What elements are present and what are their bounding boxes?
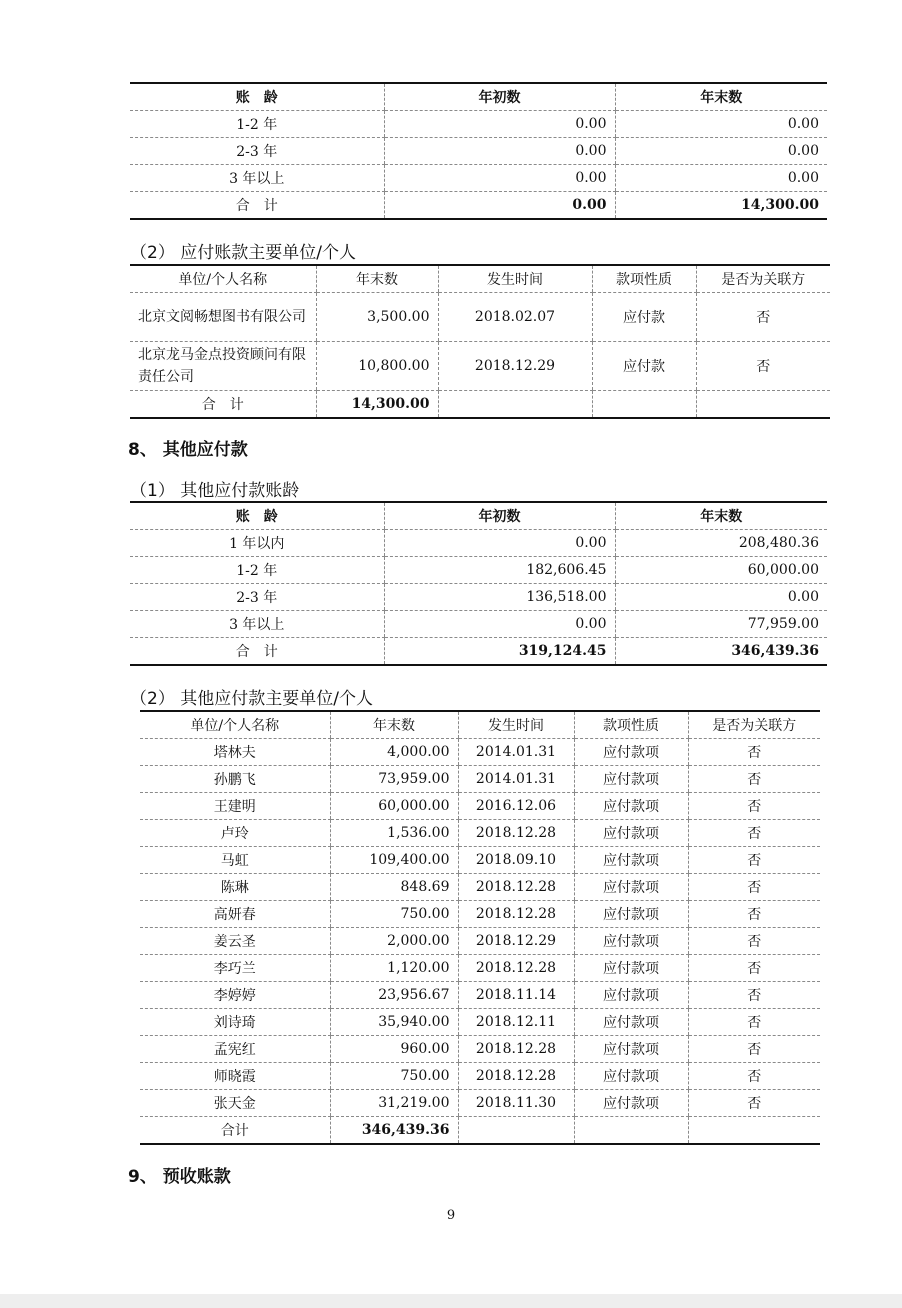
closing-cell: 77,959.00	[615, 611, 827, 638]
related-party-cell: 否	[688, 766, 820, 793]
aging-cell: 1 年以内	[130, 530, 384, 557]
total-label: 合 计	[130, 192, 384, 220]
table-row	[140, 874, 820, 901]
total-amount: 346,439.36	[330, 1117, 458, 1145]
opening-cell: 0.00	[384, 530, 615, 557]
table-row	[130, 584, 827, 611]
amount-cell: 750.00	[330, 901, 458, 928]
date-cell: 2018.12.11	[458, 1009, 574, 1036]
party-name-cell: 刘诗琦	[140, 1009, 330, 1036]
table-row	[140, 1090, 820, 1117]
header-cell: 年末数	[330, 711, 458, 739]
related-party-cell: 否	[688, 901, 820, 928]
header-cell: 发生时间	[458, 711, 574, 739]
amount-cell: 35,940.00	[330, 1009, 458, 1036]
related-party-cell: 否	[688, 793, 820, 820]
nature-cell: 应付款项	[574, 982, 688, 1009]
page-number: 9	[446, 1208, 456, 1223]
party-name-cell: 北京龙马金点投资顾问有限责任公司	[130, 342, 316, 391]
party-name-cell: 陈琳	[140, 874, 330, 901]
total-row	[130, 391, 830, 419]
amount-cell: 4,000.00	[330, 739, 458, 766]
header-cell: 单位/个人名称	[130, 265, 316, 293]
date-cell: 2018.12.28	[458, 820, 574, 847]
header-cell: 款项性质	[592, 265, 696, 293]
party-name-cell: 孟宪红	[140, 1036, 330, 1063]
payables-main-parties-table	[130, 264, 830, 419]
date-cell: 2018.11.30	[458, 1090, 574, 1117]
party-name-cell: 李婷婷	[140, 982, 330, 1009]
date-cell: 2018.12.28	[458, 901, 574, 928]
empty-cell	[438, 391, 592, 419]
section-8-2-title: （2） 其他应付款主要单位/个人	[130, 689, 373, 709]
section-2-payables-title: （2） 应付账款主要单位/个人	[130, 243, 356, 263]
related-party-cell: 否	[688, 739, 820, 766]
related-party-cell: 否	[688, 1036, 820, 1063]
total-label: 合 计	[130, 638, 384, 666]
header-cell: 是否为关联方	[688, 711, 820, 739]
amount-cell: 1,536.00	[330, 820, 458, 847]
table-row	[140, 766, 820, 793]
section-9-title: 9、 预收账款	[128, 1167, 231, 1187]
section-8-title: 8、 其他应付款	[128, 440, 248, 460]
empty-cell	[592, 391, 696, 419]
nature-cell: 应付款项	[574, 928, 688, 955]
table-header-row	[130, 502, 827, 530]
table-row	[140, 1036, 820, 1063]
nature-cell: 应付款	[592, 342, 696, 391]
total-amount: 14,300.00	[316, 391, 438, 419]
party-name-cell: 李巧兰	[140, 955, 330, 982]
nature-cell: 应付款项	[574, 874, 688, 901]
aging-cell: 2-3 年	[130, 138, 384, 165]
amount-cell: 1,120.00	[330, 955, 458, 982]
date-cell: 2018.12.29	[458, 928, 574, 955]
date-cell: 2018.12.28	[458, 874, 574, 901]
table-row	[140, 739, 820, 766]
total-row	[140, 1117, 820, 1145]
amount-cell: 2,000.00	[330, 928, 458, 955]
header-cell: 发生时间	[438, 265, 592, 293]
total-opening: 319,124.45	[384, 638, 615, 666]
header-cell: 年末数	[316, 265, 438, 293]
party-name-cell: 孙鹏飞	[140, 766, 330, 793]
nature-cell: 应付款项	[574, 1036, 688, 1063]
party-name-cell: 姜云圣	[140, 928, 330, 955]
table-row	[140, 982, 820, 1009]
related-party-cell: 否	[688, 955, 820, 982]
table-row	[130, 530, 827, 557]
date-cell: 2018.11.14	[458, 982, 574, 1009]
date-cell: 2014.01.31	[458, 739, 574, 766]
nature-cell: 应付款项	[574, 1009, 688, 1036]
related-party-cell: 否	[688, 1063, 820, 1090]
related-party-cell: 否	[688, 1090, 820, 1117]
party-name-cell: 高妍春	[140, 901, 330, 928]
other-payables-aging-table	[130, 501, 827, 666]
total-label: 合 计	[130, 391, 316, 419]
total-row	[130, 192, 827, 220]
opening-cell: 136,518.00	[384, 584, 615, 611]
closing-cell: 60,000.00	[615, 557, 827, 584]
header-cell: 年初数	[384, 83, 615, 111]
amount-cell: 109,400.00	[330, 847, 458, 874]
aging-cell: 3 年以上	[130, 611, 384, 638]
aging-cell: 1-2 年	[130, 557, 384, 584]
related-party-cell: 否	[688, 928, 820, 955]
amount-cell: 750.00	[330, 1063, 458, 1090]
table-header-row	[130, 83, 827, 111]
date-cell: 2014.01.31	[458, 766, 574, 793]
nature-cell: 应付款项	[574, 1090, 688, 1117]
table-row	[140, 955, 820, 982]
section-8-1-title: （1） 其他应付款账龄	[130, 481, 300, 501]
header-cell: 年末数	[615, 502, 827, 530]
amount-cell: 60,000.00	[330, 793, 458, 820]
table-row	[140, 820, 820, 847]
header-cell: 是否为关联方	[696, 265, 830, 293]
related-party-cell: 否	[696, 293, 830, 342]
related-party-cell: 否	[688, 1009, 820, 1036]
date-cell: 2018.02.07	[438, 293, 592, 342]
table-row	[130, 611, 827, 638]
party-name-cell: 师晓霞	[140, 1063, 330, 1090]
opening-cell: 0.00	[384, 611, 615, 638]
date-cell: 2018.12.28	[458, 1036, 574, 1063]
closing-cell: 0.00	[615, 138, 827, 165]
date-cell: 2018.09.10	[458, 847, 574, 874]
total-opening: 0.00	[384, 192, 615, 220]
party-name-cell: 塔林夫	[140, 739, 330, 766]
nature-cell: 应付款项	[574, 820, 688, 847]
amount-cell: 10,800.00	[316, 342, 438, 391]
related-party-cell: 否	[688, 820, 820, 847]
other-payables-main-parties-table	[140, 710, 820, 1145]
table-row	[130, 165, 827, 192]
empty-cell	[688, 1117, 820, 1145]
nature-cell: 应付款项	[574, 1063, 688, 1090]
opening-cell: 182,606.45	[384, 557, 615, 584]
table-row	[130, 342, 830, 391]
total-row	[130, 638, 827, 666]
table-row	[130, 111, 827, 138]
viewer-bottom-bar	[0, 1294, 902, 1308]
nature-cell: 应付款项	[574, 766, 688, 793]
nature-cell: 应付款	[592, 293, 696, 342]
empty-cell	[574, 1117, 688, 1145]
closing-cell: 0.00	[615, 584, 827, 611]
table-row	[140, 901, 820, 928]
total-closing: 14,300.00	[615, 192, 827, 220]
nature-cell: 应付款项	[574, 739, 688, 766]
header-cell: 账 龄	[130, 83, 384, 111]
closing-cell: 0.00	[615, 165, 827, 192]
closing-cell: 208,480.36	[615, 530, 827, 557]
related-party-cell: 否	[688, 847, 820, 874]
aging-cell: 1-2 年	[130, 111, 384, 138]
empty-cell	[696, 391, 830, 419]
date-cell: 2016.12.06	[458, 793, 574, 820]
table-row	[130, 138, 827, 165]
amount-cell: 3,500.00	[316, 293, 438, 342]
payables-aging-table	[130, 82, 827, 220]
table-row	[130, 293, 830, 342]
table-row	[140, 928, 820, 955]
amount-cell: 960.00	[330, 1036, 458, 1063]
amount-cell: 848.69	[330, 874, 458, 901]
total-closing: 346,439.36	[615, 638, 827, 666]
related-party-cell: 否	[688, 982, 820, 1009]
nature-cell: 应付款项	[574, 955, 688, 982]
nature-cell: 应付款项	[574, 847, 688, 874]
aging-cell: 2-3 年	[130, 584, 384, 611]
aging-cell: 3 年以上	[130, 165, 384, 192]
opening-cell: 0.00	[384, 138, 615, 165]
nature-cell: 应付款项	[574, 901, 688, 928]
header-cell: 年初数	[384, 502, 615, 530]
date-cell: 2018.12.28	[458, 955, 574, 982]
table-header-row	[140, 711, 820, 739]
empty-cell	[458, 1117, 574, 1145]
opening-cell: 0.00	[384, 165, 615, 192]
table-row	[140, 847, 820, 874]
related-party-cell: 否	[696, 342, 830, 391]
table-row	[140, 793, 820, 820]
header-cell: 账 龄	[130, 502, 384, 530]
amount-cell: 73,959.00	[330, 766, 458, 793]
party-name-cell: 马虹	[140, 847, 330, 874]
header-cell: 款项性质	[574, 711, 688, 739]
header-cell: 单位/个人名称	[140, 711, 330, 739]
closing-cell: 0.00	[615, 111, 827, 138]
opening-cell: 0.00	[384, 111, 615, 138]
date-cell: 2018.12.29	[438, 342, 592, 391]
party-name-cell: 王建明	[140, 793, 330, 820]
table-row	[140, 1009, 820, 1036]
table-row	[140, 1063, 820, 1090]
table-header-row	[130, 265, 830, 293]
amount-cell: 31,219.00	[330, 1090, 458, 1117]
header-cell: 年末数	[615, 83, 827, 111]
related-party-cell: 否	[688, 874, 820, 901]
amount-cell: 23,956.67	[330, 982, 458, 1009]
party-name-cell: 卢玲	[140, 820, 330, 847]
total-label: 合计	[140, 1117, 330, 1145]
party-name-cell: 张天金	[140, 1090, 330, 1117]
nature-cell: 应付款项	[574, 793, 688, 820]
table-row	[130, 557, 827, 584]
party-name-cell: 北京文阅畅想图书有限公司	[130, 293, 316, 342]
date-cell: 2018.12.28	[458, 1063, 574, 1090]
